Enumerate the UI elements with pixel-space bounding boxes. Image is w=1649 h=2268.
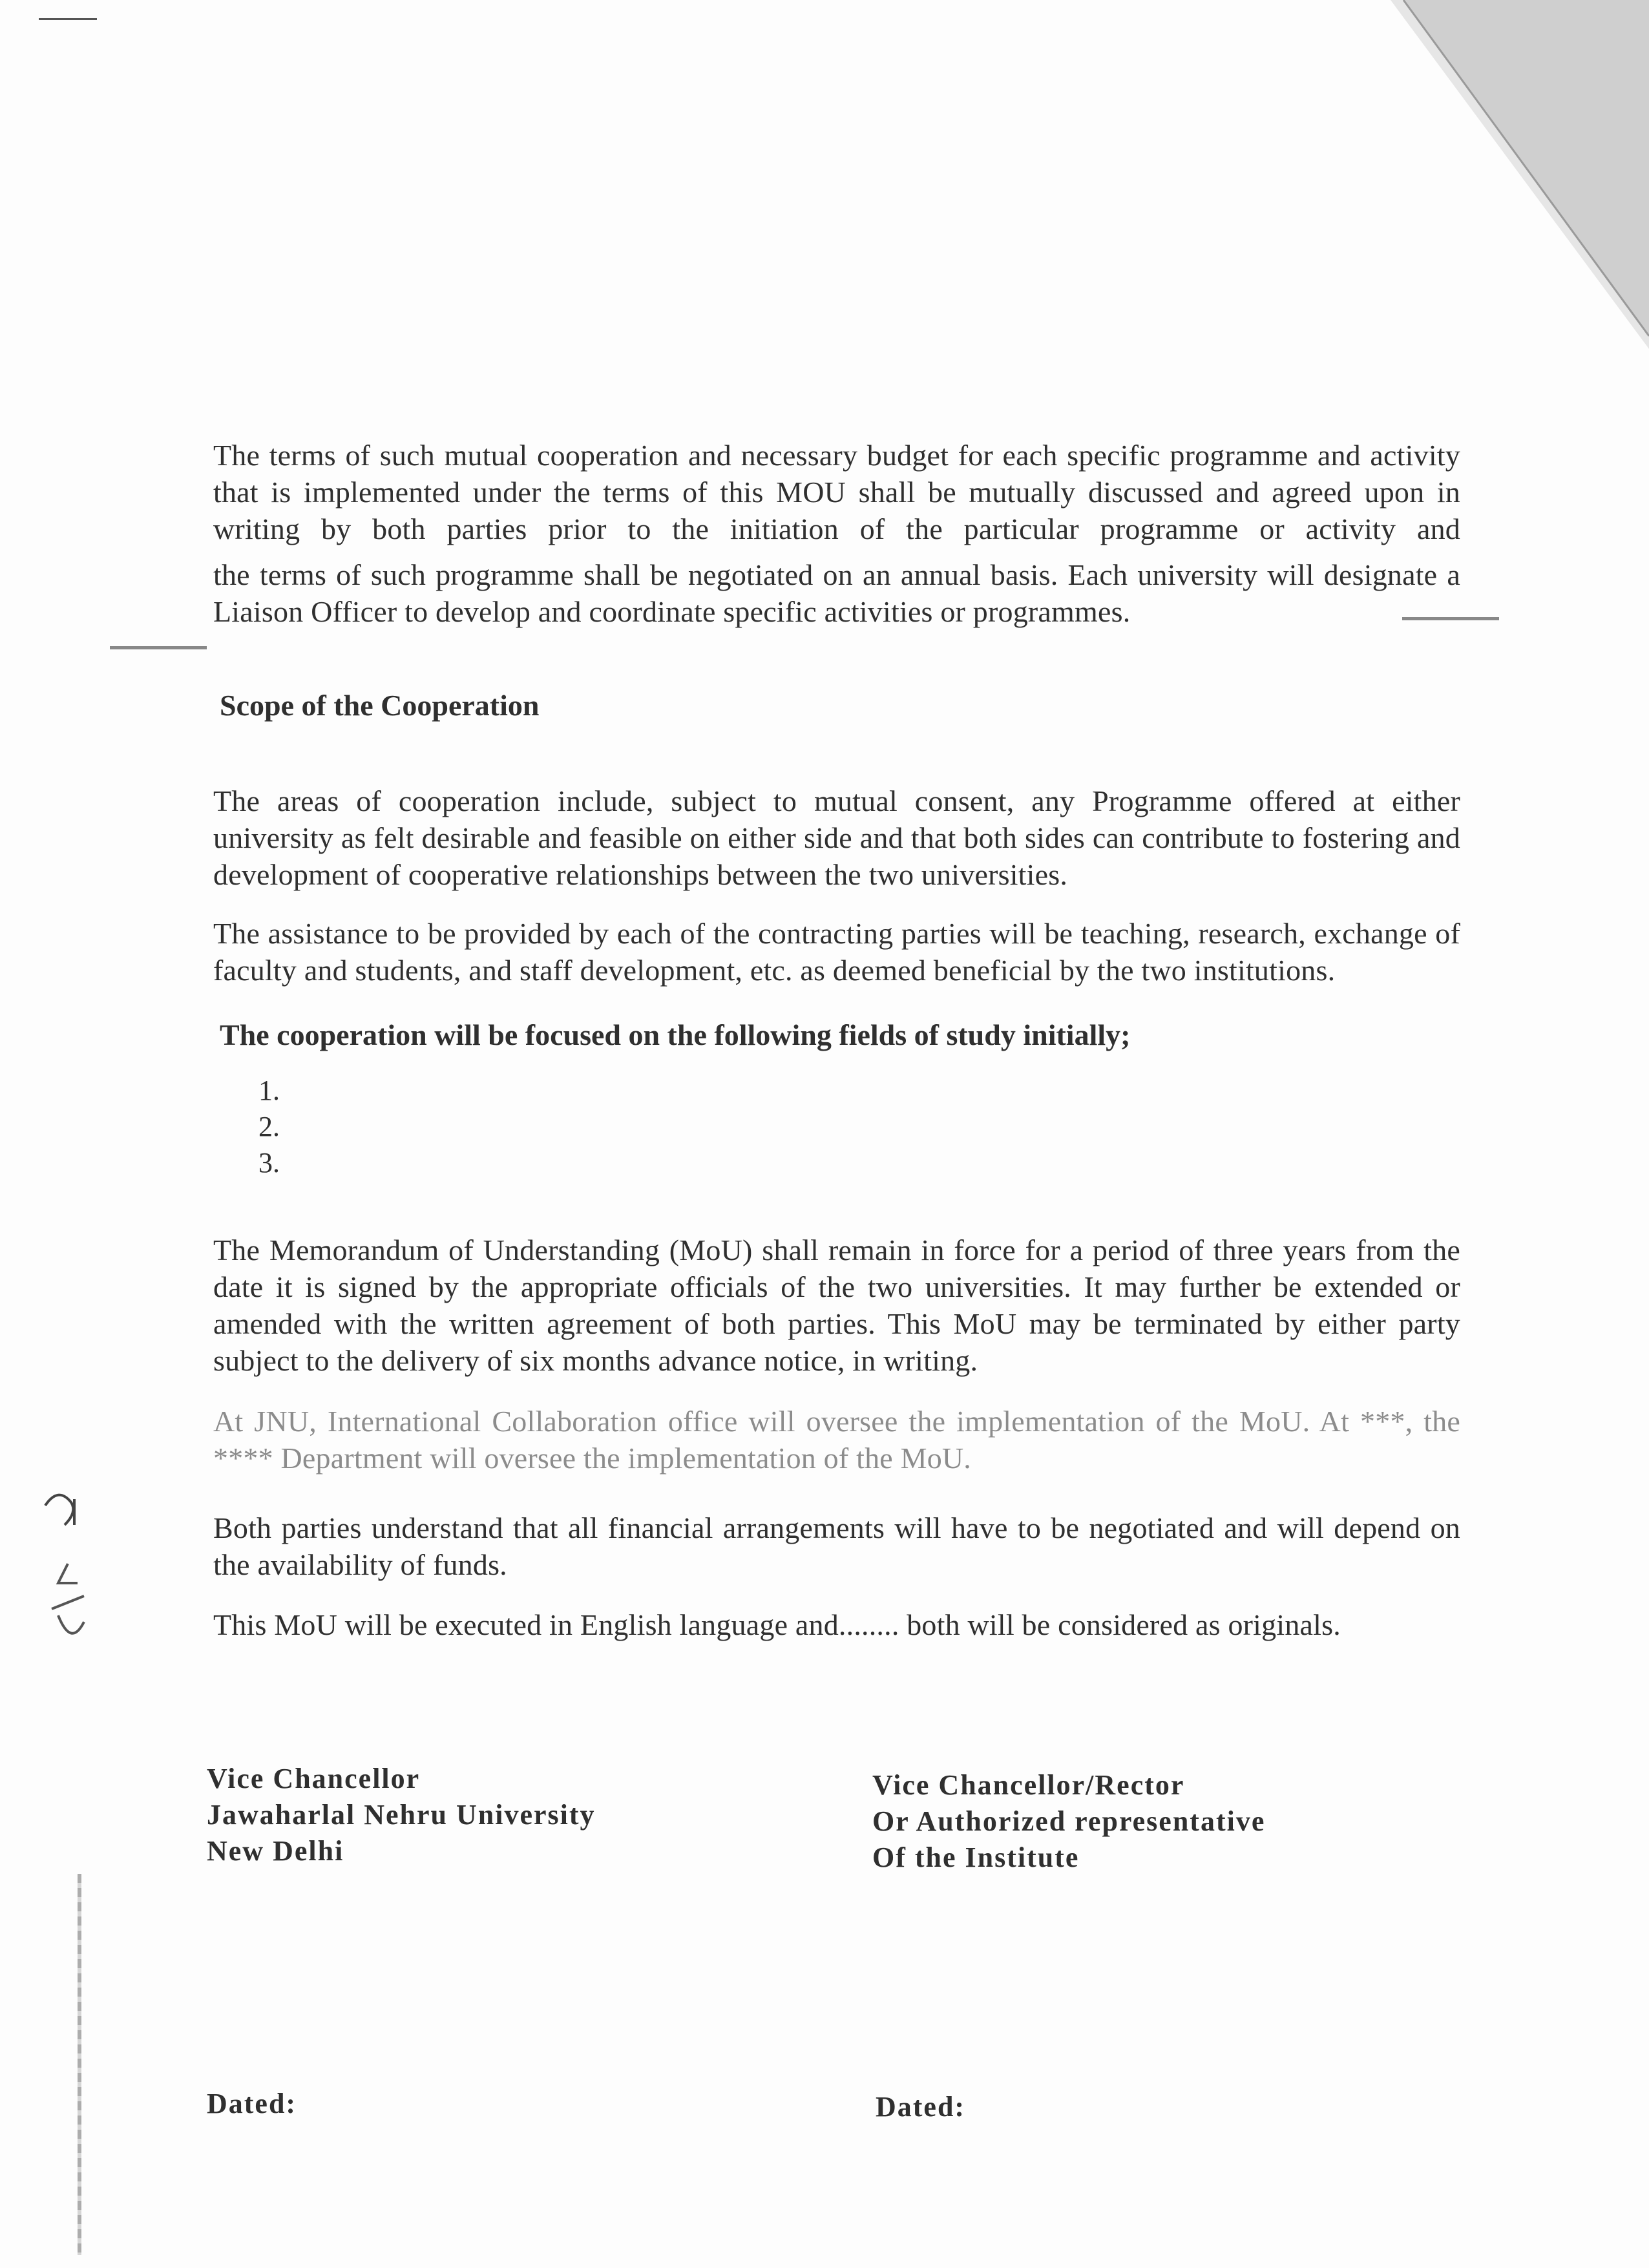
paragraph-financial-arrangements: Both parties understand that all financial arrangements will have to be negotiated and will depend on the availability of funds.	[213, 1511, 1460, 1581]
signature-title: Vice Chancellor/Rector	[872, 1769, 1185, 1801]
paragraph-language: This MoU will be executed in English language and........ both will be considered as originals.	[213, 1608, 1341, 1641]
dated-right: Dated:	[876, 2091, 966, 2123]
handwritten-mark	[39, 1486, 90, 1654]
dated-left: Dated:	[207, 2088, 297, 2119]
paragraph-mou-duration: The Memorandum of Understanding (MoU) shall remain in force for a period of three years from the date it is signed by the appropriate officials of the two universities. It may further be extended or amended with the written agreement of both parties. This MoU may be terminated by either party subject to the delivery of six months advance notice, in writing.	[213, 1234, 1460, 1377]
scan-mark-top	[39, 18, 97, 20]
signature-location: New Delhi	[207, 1835, 344, 1867]
signature-block-jnu	[207, 1761, 596, 1869]
heading-scope: Scope of the Cooperation	[220, 689, 540, 722]
paragraph-assistance: The assistance to be provided by each of the contracting parties will be teaching, research, exchange of faculty and students, and staff development, etc. as deemed beneficial by the two institutions.	[213, 917, 1460, 987]
paragraph-oversight: At JNU, International Collaboration office will oversee the implementation of the MoU. At ***, the **** Department will oversee the implementation of the MoU.	[213, 1405, 1460, 1475]
folded-corner	[1391, 0, 1649, 349]
fields-list	[258, 1073, 280, 1181]
signature-institution: Jawaharlal Nehru University	[207, 1799, 596, 1831]
signature-institution: Of the Institute	[872, 1842, 1080, 1873]
heading-fields-of-study: The cooperation will be focused on the following fields of study initially;	[220, 1018, 1131, 1051]
scan-margin-mark	[78, 1874, 81, 2255]
signature-representative: Or Authorized representative	[872, 1805, 1266, 1837]
signature-title: Vice Chancellor	[207, 1763, 421, 1794]
list-item: 1.	[258, 1075, 280, 1106]
list-item: 2.	[258, 1111, 280, 1142]
signature-block-partner	[872, 1767, 1265, 1876]
scan-mark-left-1	[110, 646, 207, 649]
paragraph-liaison-officer: the terms of such programme shall be negotiated on an annual basis. Each university will designate a Liaison Officer to develop and coordinate specific activities or programmes.	[213, 558, 1460, 628]
list-item: 3.	[258, 1147, 280, 1179]
paragraph-budget-terms: The terms of such mutual cooperation and necessary budget for each specific programme and activity that is implemented under the terms of this MOU shall be mutually discussed and agreed upon in writing by both parties prior to the initiation of the particular programme or activity and	[213, 439, 1460, 545]
paragraph-areas-of-cooperation: The areas of cooperation include, subject to mutual consent, any Programme offered at either university as felt desirable and feasible on either side and that both sides can contribute to fostering and development of cooperative relationships between the two universities.	[213, 784, 1460, 891]
